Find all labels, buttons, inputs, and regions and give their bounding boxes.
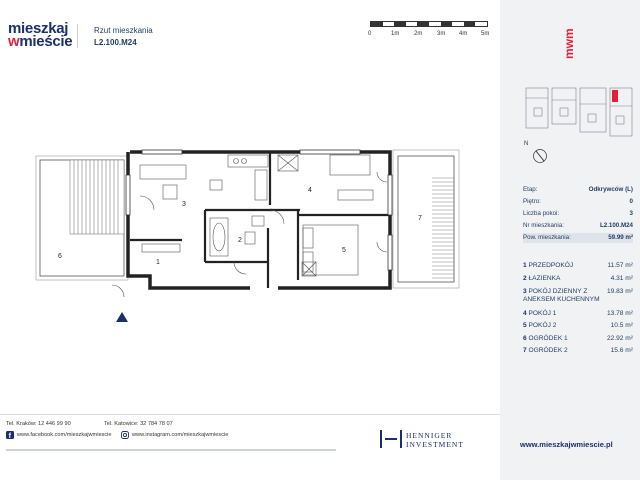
- garden-1-decking: [70, 160, 124, 234]
- brand-logo-w: w: [8, 33, 20, 50]
- room-area: 15.6 m²: [610, 347, 633, 354]
- room-num: 2: [523, 275, 527, 282]
- room-num: 5: [523, 322, 527, 329]
- info-row: [523, 210, 633, 217]
- apartment-highlight: [612, 90, 618, 102]
- website-link[interactable]: www.mieszkajwmiescie.pl: [520, 440, 613, 449]
- bed-room-2: [302, 225, 358, 276]
- room-row: [523, 347, 633, 354]
- facebook-icon[interactable]: [6, 431, 14, 439]
- room-label-2: 2: [238, 237, 242, 244]
- room-row: [523, 322, 633, 329]
- info-value: 3: [629, 210, 633, 217]
- info-label: Nr mieszkania:: [523, 222, 564, 229]
- room-row: [523, 262, 633, 269]
- svg-text:f: f: [8, 433, 11, 439]
- compass-label: N: [524, 141, 529, 147]
- room-num: 1: [523, 262, 527, 269]
- room-label-6: 6: [58, 253, 62, 260]
- garden-2-decking: [432, 178, 454, 278]
- info-row: [523, 198, 633, 205]
- scale-tick: 3m: [437, 31, 446, 37]
- room-num: 6: [523, 335, 527, 342]
- room-area: 10.5 m²: [610, 322, 633, 329]
- room-label-1: 1: [156, 259, 160, 266]
- apartment-walls: [128, 152, 390, 288]
- room-name: POKÓJ DZIENNY Z ANEKSEM KUCHENNYM: [523, 288, 600, 303]
- phone-krakow[interactable]: Tel. Kraków: 12 446 99 90: [6, 421, 71, 427]
- info-label: Pow. mieszkania:: [523, 234, 571, 241]
- instagram-icon[interactable]: [121, 431, 129, 439]
- plan-label: Rzut mieszkania: [94, 26, 153, 35]
- phone-katowice[interactable]: Tel. Katowice: 32 784 78 07: [104, 421, 173, 427]
- scale-tick: 5m: [481, 31, 490, 37]
- scale-tick: 0: [368, 31, 372, 37]
- facebook-link[interactable]: www.facebook.com/mieszkajwmiescie: [17, 432, 112, 438]
- kitchen-counter: [210, 155, 268, 200]
- room-name: OGRÓDEK 1: [528, 335, 568, 342]
- wardrobe-room-1: [278, 155, 373, 200]
- room-area: 4.31 m²: [610, 275, 633, 282]
- apartment-code: L2.100.M24: [94, 38, 137, 47]
- room-name: PRZEDPOKÓJ: [528, 262, 574, 269]
- room-label-3: 3: [182, 201, 186, 208]
- info-value: 59.99 m²: [608, 234, 633, 241]
- room-label-7: 7: [418, 215, 422, 222]
- room-num: 7: [523, 347, 527, 354]
- room-name: POKÓJ 1: [528, 310, 557, 317]
- instagram-link[interactable]: www.instagram.com/mieszkajwmiescie: [132, 432, 229, 438]
- sidebar-logo: mwm: [562, 28, 576, 60]
- info-label: Etap:: [523, 186, 538, 193]
- room-num: 3: [523, 288, 527, 295]
- info-label: Piętro:: [523, 198, 541, 205]
- info-label: Liczba pokoi:: [523, 210, 560, 217]
- info-value: Odkrywców (L): [588, 186, 633, 193]
- info-row: [523, 222, 633, 229]
- info-row: [523, 186, 633, 193]
- garden-2-border: [393, 150, 459, 288]
- room-row: [523, 288, 633, 304]
- info-value: 0: [629, 198, 633, 205]
- room-area: 13.78 m²: [606, 310, 633, 317]
- building-minimap: [520, 84, 636, 154]
- brand-logo-line2: mieście: [19, 33, 73, 50]
- disclaimer-line: [6, 448, 336, 453]
- room-row: [523, 310, 633, 317]
- footer-divider: [0, 414, 500, 415]
- compass-icon: [532, 148, 548, 164]
- entrance-arrow: [116, 312, 128, 322]
- room-area: 11.57 m²: [607, 262, 633, 269]
- room-area: 19.83 m²: [606, 288, 633, 295]
- room-name: ŁAZIENKA: [528, 275, 561, 282]
- room-area: 22.92 m²: [606, 335, 633, 342]
- room-name: POKÓJ 2: [528, 322, 557, 329]
- brand-logo-line1: mieszkaj: [8, 20, 69, 37]
- room-row: [523, 275, 633, 282]
- info-row-area: [523, 233, 633, 243]
- room-num: 4: [523, 310, 527, 317]
- investor-subtitle: INVESTMENT: [406, 440, 464, 449]
- room-label-5: 5: [342, 247, 346, 254]
- scale-tick: 2m: [414, 31, 423, 37]
- info-value: L2.100.M24: [599, 222, 633, 229]
- room-name: OGRÓDEK 2: [528, 347, 568, 354]
- room-row: [523, 335, 633, 342]
- garden-2-outline: [398, 156, 454, 282]
- investor-name: HENNIGER: [406, 431, 453, 440]
- door-swings: [112, 172, 387, 297]
- scale-tick: 1m: [391, 31, 400, 37]
- room-label-4: 4: [308, 187, 312, 194]
- scale-tick: 4m: [459, 31, 468, 37]
- interior-walls: [130, 152, 390, 288]
- investor-logo-mark: [380, 430, 402, 448]
- bathroom-fixtures: [210, 216, 264, 256]
